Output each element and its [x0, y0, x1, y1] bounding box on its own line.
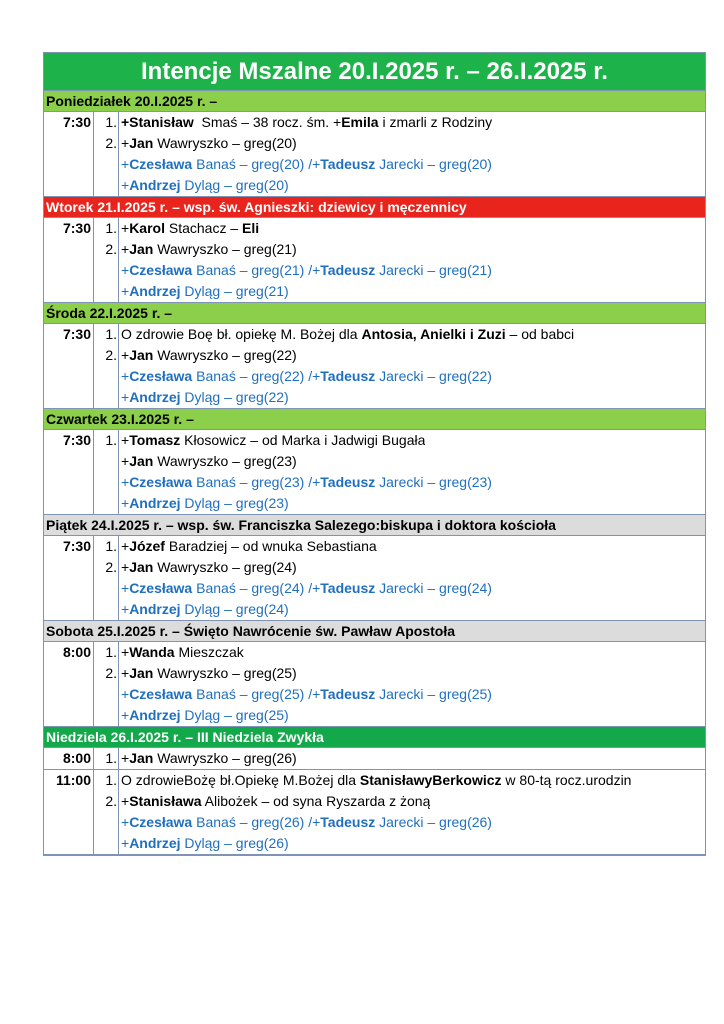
text-part: w 80-tą rocz.urodzin [501, 772, 632, 788]
text-part: Dyląg – greg(22) [180, 389, 289, 405]
text-part: + [121, 474, 130, 490]
intention-text [119, 833, 289, 854]
intentions-table [43, 52, 706, 856]
text-part: Wawryszko – greg(22) [153, 347, 297, 363]
name-bold: Andrzej [129, 389, 181, 405]
intention-lines [94, 324, 705, 408]
name-bold: Andrzej [129, 283, 181, 299]
name-bold: Tadeusz [320, 262, 376, 278]
text-part: Jarecki – greg(22) [375, 368, 492, 384]
intention-line [94, 812, 705, 833]
intention-text [119, 472, 492, 493]
name-bold: Andrzej [129, 177, 181, 193]
name-bold: Czesława [129, 474, 193, 490]
text-part: Banaś – greg(21) /+ [192, 262, 321, 278]
name-bold: Eli [242, 220, 260, 236]
intention-number: 1. [94, 430, 119, 451]
text-part: + [121, 177, 130, 193]
intention-number [94, 812, 119, 833]
intention-lines [94, 536, 705, 620]
intention-line [94, 472, 705, 493]
intention-text [119, 366, 492, 387]
day-header: Czwartek 23.I.2025 r. – [44, 409, 705, 430]
intention-number [94, 578, 119, 599]
text-part: Jarecki – greg(23) [375, 474, 492, 490]
intention-text [119, 112, 492, 133]
text-part: Jarecki – greg(24) [375, 580, 492, 596]
name-bold: Antosia, Anielki i Zuzi [361, 326, 506, 342]
intention-line [94, 430, 705, 451]
day-header: Wtorek 21.I.2025 r. – wsp. św. Agnieszki: dziewicy i męczennicy [44, 197, 705, 218]
mass-block [44, 112, 705, 197]
text-part: Dyląg – greg(21) [180, 283, 289, 299]
intention-line [94, 748, 705, 769]
text-part: Wawryszko – greg(24) [153, 559, 297, 575]
day-header: Środa 22.I.2025 r. – [44, 303, 705, 324]
text-part: Banaś – greg(22) /+ [192, 368, 321, 384]
intention-line [94, 557, 705, 578]
name-bold: Andrzej [129, 495, 181, 511]
name-bold: Jan [129, 750, 154, 766]
intention-line [94, 578, 705, 599]
text-part: Wawryszko – greg(21) [153, 241, 297, 257]
text-part: + [121, 389, 130, 405]
text-part: + [121, 601, 130, 617]
intention-line [94, 218, 705, 239]
text-part: Jarecki – greg(20) [375, 156, 492, 172]
text-part: + [121, 793, 130, 809]
name-bold: Czesława [129, 262, 193, 278]
day-header: Poniedziałek 20.I.2025 r. – [44, 91, 705, 112]
text-part: Jarecki – greg(25) [375, 686, 492, 702]
intention-line [94, 175, 705, 196]
name-bold: Stanisława [129, 793, 202, 809]
text-part: Smaś – 38 rocz. śm. + [193, 114, 342, 130]
text-part: Dyląg – greg(24) [180, 601, 289, 617]
mass-block [44, 770, 705, 855]
intention-number [94, 366, 119, 387]
intention-number [94, 493, 119, 514]
text-part: + [121, 453, 130, 469]
text-part: Baradziej – od wnuka Sebastiana [164, 538, 377, 554]
intention-text [119, 812, 492, 833]
text-part: + [121, 135, 130, 151]
intention-text [119, 557, 297, 578]
text-part: Wawryszko – greg(26) [153, 750, 297, 766]
intention-text [119, 493, 289, 514]
intention-line [94, 770, 705, 791]
intention-number: 2. [94, 663, 119, 684]
intention-number [94, 684, 119, 705]
text-part: Dyląg – greg(25) [180, 707, 289, 723]
name-bold: Jan [129, 135, 154, 151]
text-part: Banaś – greg(23) /+ [192, 474, 321, 490]
text-part: + [121, 347, 130, 363]
intention-text [119, 451, 297, 472]
intention-text [119, 684, 492, 705]
intention-text [119, 387, 289, 408]
text-part: + [121, 495, 130, 511]
name-bold: Tomasz [129, 432, 181, 448]
mass-time: 7:30 [44, 536, 94, 620]
intention-number [94, 599, 119, 620]
name-bold: Wanda [129, 644, 175, 660]
intention-line [94, 281, 705, 302]
mass-block [44, 218, 705, 303]
intention-number [94, 387, 119, 408]
text-part: Wawryszko – greg(25) [153, 665, 297, 681]
intention-line [94, 112, 705, 133]
mass-time: 8:00 [44, 748, 94, 769]
mass-block [44, 642, 705, 727]
intention-number [94, 705, 119, 726]
text-part: Jarecki – greg(21) [375, 262, 492, 278]
text-part: Banaś – greg(26) /+ [192, 814, 321, 830]
intention-line [94, 133, 705, 154]
text-part: Dyląg – greg(20) [180, 177, 289, 193]
text-part: O zdrowie Boę bł. opiekę M. Bożej dla [121, 326, 362, 342]
text-part: + [121, 665, 130, 681]
name-bold: Emila [341, 114, 379, 130]
intention-line [94, 663, 705, 684]
intention-lines [94, 112, 705, 196]
name-bold: +Stanisław [121, 114, 194, 130]
day-header: Sobota 25.I.2025 r. – Święto Nawrócenie św. Pawław Apostoła [44, 621, 705, 642]
text-part: – od babci [505, 326, 575, 342]
intention-lines [94, 218, 705, 302]
text-part: Dyląg – greg(26) [180, 835, 289, 851]
text-part: O zdrowieBożę bł.Opiekę M.Bożej dla [121, 772, 360, 788]
intention-lines [94, 748, 705, 769]
text-part: + [121, 835, 130, 851]
intention-number: 1. [94, 218, 119, 239]
text-part: + [121, 559, 130, 575]
name-bold: Józef [129, 538, 165, 554]
text-part: Alibożek – od syna Ryszarda z żoną [201, 793, 431, 809]
text-part: Kłosowicz – od Marka i Jadwigi Bugała [180, 432, 426, 448]
intention-text [119, 324, 574, 345]
intention-number: 2. [94, 557, 119, 578]
text-part: i zmarli z Rodziny [378, 114, 493, 130]
intention-line [94, 451, 705, 472]
text-part: Wawryszko – greg(23) [153, 453, 297, 469]
mass-time: 7:30 [44, 430, 94, 514]
mass-time: 7:30 [44, 324, 94, 408]
name-bold: Andrzej [129, 601, 181, 617]
name-bold: Tadeusz [320, 686, 376, 702]
intention-text [119, 663, 297, 684]
name-bold: StanisławyBerkowicz [359, 772, 502, 788]
text-part: Stachacz – [164, 220, 243, 236]
name-bold: Czesława [129, 814, 193, 830]
text-part: Mieszczak [174, 644, 244, 660]
intention-number [94, 175, 119, 196]
text-part: + [121, 283, 130, 299]
text-part: + [121, 644, 130, 660]
name-bold: Jan [129, 665, 154, 681]
intention-number: 2. [94, 133, 119, 154]
name-bold: Tadeusz [320, 580, 376, 596]
intention-line [94, 833, 705, 854]
intention-text [119, 642, 244, 663]
intention-number: 1. [94, 536, 119, 557]
intention-text [119, 218, 259, 239]
name-bold: Tadeusz [320, 156, 376, 172]
intention-number [94, 833, 119, 854]
text-part: + [121, 368, 130, 384]
intention-lines [94, 430, 705, 514]
intention-number: 1. [94, 112, 119, 133]
text-part: Wawryszko – greg(20) [153, 135, 297, 151]
intention-line [94, 387, 705, 408]
intention-line [94, 536, 705, 557]
intention-line [94, 345, 705, 366]
intention-text [119, 536, 377, 557]
mass-block [44, 324, 705, 409]
intention-number: 2. [94, 239, 119, 260]
days-list [44, 91, 705, 855]
intention-number [94, 260, 119, 281]
mass-block [44, 748, 705, 770]
intention-text [119, 154, 492, 175]
name-bold: Tadeusz [320, 368, 376, 384]
text-part: + [121, 432, 130, 448]
intention-text [119, 599, 289, 620]
text-part: + [121, 814, 130, 830]
intention-text [119, 345, 297, 366]
text-part: Dyląg – greg(23) [180, 495, 289, 511]
name-bold: Jan [129, 347, 154, 363]
intention-text [119, 748, 297, 769]
intention-text [119, 133, 297, 154]
intention-number: 1. [94, 324, 119, 345]
intention-number: 1. [94, 770, 119, 791]
mass-time: 11:00 [44, 770, 94, 854]
text-part: Banaś – greg(24) /+ [192, 580, 321, 596]
intention-lines [94, 770, 705, 854]
intention-line [94, 684, 705, 705]
mass-time: 8:00 [44, 642, 94, 726]
intention-number: 1. [94, 642, 119, 663]
intention-number [94, 154, 119, 175]
name-bold: Jan [129, 453, 154, 469]
name-bold: Andrzej [129, 835, 181, 851]
intention-line [94, 493, 705, 514]
text-part: Jarecki – greg(26) [375, 814, 492, 830]
intention-line [94, 705, 705, 726]
day-header: Piątek 24.I.2025 r. – wsp. św. Franciszka Salezego:biskupa i doktora kościoła [44, 515, 705, 536]
text-part: + [121, 750, 130, 766]
intention-number: 1. [94, 748, 119, 769]
day-header: Niedziela 26.I.2025 r. – III Niedziela Zwykła [44, 727, 705, 748]
intention-text [119, 430, 425, 451]
intention-line [94, 599, 705, 620]
intention-line [94, 260, 705, 281]
mass-block [44, 536, 705, 621]
intention-text [119, 239, 297, 260]
name-bold: Czesława [129, 156, 193, 172]
text-part: + [121, 686, 130, 702]
mass-block [44, 430, 705, 515]
intention-line [94, 324, 705, 345]
intention-line [94, 154, 705, 175]
text-part: + [121, 707, 130, 723]
mass-time: 7:30 [44, 218, 94, 302]
intention-number: 2. [94, 345, 119, 366]
intention-number [94, 451, 119, 472]
intention-text [119, 578, 492, 599]
intention-text [119, 260, 492, 281]
intention-number [94, 472, 119, 493]
text-part: + [121, 538, 130, 554]
intention-text [119, 705, 289, 726]
intention-text [119, 770, 631, 791]
text-part: Banaś – greg(20) /+ [192, 156, 321, 172]
mass-time: 7:30 [44, 112, 94, 196]
name-bold: Czesława [129, 686, 193, 702]
text-part: + [121, 580, 130, 596]
intention-text [119, 281, 289, 302]
text-part: Banaś – greg(25) /+ [192, 686, 321, 702]
name-bold: Tadeusz [320, 474, 376, 490]
intention-line [94, 791, 705, 812]
text-part: + [121, 241, 130, 257]
intention-text [119, 791, 430, 812]
intention-line [94, 239, 705, 260]
intention-line [94, 366, 705, 387]
name-bold: Czesława [129, 580, 193, 596]
name-bold: Jan [129, 559, 154, 575]
name-bold: Czesława [129, 368, 193, 384]
name-bold: Karol [129, 220, 165, 236]
intention-number [94, 281, 119, 302]
intention-text [119, 175, 289, 196]
name-bold: Jan [129, 241, 154, 257]
intention-lines [94, 642, 705, 726]
text-part: + [121, 156, 130, 172]
name-bold: Tadeusz [320, 814, 376, 830]
intention-number: 2. [94, 791, 119, 812]
text-part: + [121, 220, 130, 236]
text-part: + [121, 262, 130, 278]
name-bold: Andrzej [129, 707, 181, 723]
intention-line [94, 642, 705, 663]
page-title: Intencje Mszalne 20.I.2025 r. – 26.I.2025 r. [44, 53, 705, 91]
